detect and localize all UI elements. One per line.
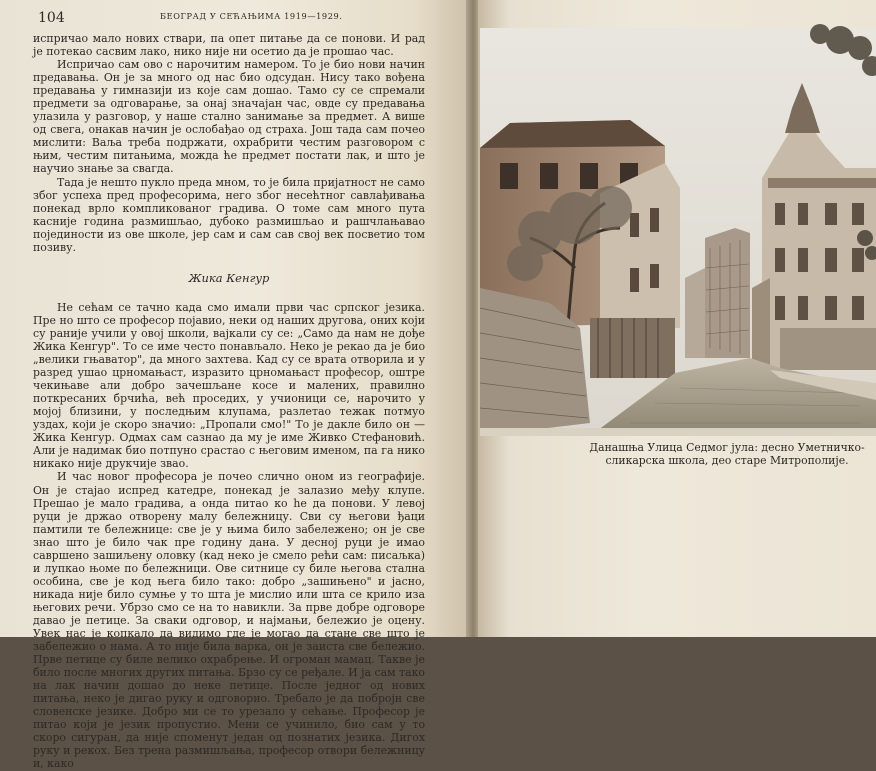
running-head: БЕОГРАД У СЕЋАЊИМА 1919—1929.	[160, 11, 343, 21]
illustration-caption: Данашња Улица Седмог јула: десно Уметничко-сликарска школа, део старе Митрополије.	[589, 441, 865, 467]
street-illustration	[480, 28, 876, 436]
paragraph-5: И час новог професора је почео слично оном из географије. Он је стајао испред катедре, понекад је залазио међу клупе. Прешао је мало градива, а онда питао ко hе да понови. У левој руци је држао отворену малу бележницу. Сви су његови ђаци памтили те бележнице: све је у њима било забележено; он је све знао што је било чак пре годину дана. У десној руци је имао савршено зашиљену оловку (кад неко је смело рећи сам: писаљка) и лупкао њоме по бележници. Ове ситнице су биле његова стална особина, све је код њега било тако: добро „зашињено" и јасно, никада није било сумње у то шта је мислио или шта се крило иза његових речи. Убрзо смо се на то навикли. За прве добре одговоре давао је петице. За сваки одговор, и најмањи, бележио је оцену. Увек нас је копкало да видимо где је могао да стане све што је забележио о нама. А то није била варка, он је заиста све бележио. Прве петице су биле велико охрабрење. И огроман мамац. Такве је било после многих других питања. Брзо су се ређале. И ја сам тако на лак начин дошао до неке петице. После једног од нових питања, неко је дигао руку и одговорио. Требало је да побројн све словенске језике. Добро ми се то урезало у сећање. Професор је питао који је језик пропустио. Мени се учинило, био сам у то скоро сигуран, да није споменут један од познатих језика. Дигох руку и рекох. Без трена размишљања, професор отвори бележницу и, како	[33, 470, 425, 771]
right-page	[478, 0, 876, 637]
paragraph-1: испричао мало нових ствари, па опет питање да се понови. И рад је потекао сасвим лако, нико није ни осетио да је прошао час.	[33, 32, 425, 59]
section-title: Жика Кенгур	[188, 270, 270, 285]
page-number: 104	[38, 10, 65, 26]
paragraph-4: Не сећам се тачно када смо имали први час српског језика. Пре но што се професор појавио, неки од наших другова, оних који су раније учили у овој школи, вајкали су се: „Само да нам не дође Жика Кенгур". То се име често понављало. Неко је рекао да је био „велики гњаватор", да много захтева. Кад су се врата отворила и у разред ушао црномањаст, изразито црномањаст професор, оштре чекињаве али добро зачешљане косе и малених, правилно поткресаних брчића, већ проседих, у учионици се, нарочито у мојој близини, у последњим клупама, разлетао тежак потмуо уздах, који је скоро значио: „Пропали смо!" То је дакле било он — Жика Кенгур. Одмах сам сазнао да му је име Живко Стефановић. Али је надимак био потпуно срастао с његовим именом, па га нико никако није друкчије звао.	[33, 300, 425, 471]
paragraph-3: Тада је нешто пукло преда мном, то је била пријатност не само због успеха пред професорима, него због несећтног савлађивања понекад врло компликованог градива. О томе сам много пута касније година размишљао, дубоко размишљао и рашчлањавао појединости из ове школе, јер сам и сам сав свој век посветио том позиву.	[33, 175, 425, 254]
body-text	[33, 32, 425, 771]
paragraph-2: Испричао сам ово с нарочитим намером. То је био нови начин предавања. Он је за много од нас био одсудан. Нису тако вођена предавања у гимназији из које сам дошао. Тамо су се спремали предмети за одговарање, за онај значајан час, овде су предавања улазила у разговор, у наше стално занимање за предмет. А више од свега, онакав начин је ослобађао од страха. Још тада сам почео мислити: Ваља треба подржати, охрабрити честим разговором с њим, честим питањима, можда ће предмет постати лак, и што је научио знање за свагда.	[33, 58, 425, 176]
